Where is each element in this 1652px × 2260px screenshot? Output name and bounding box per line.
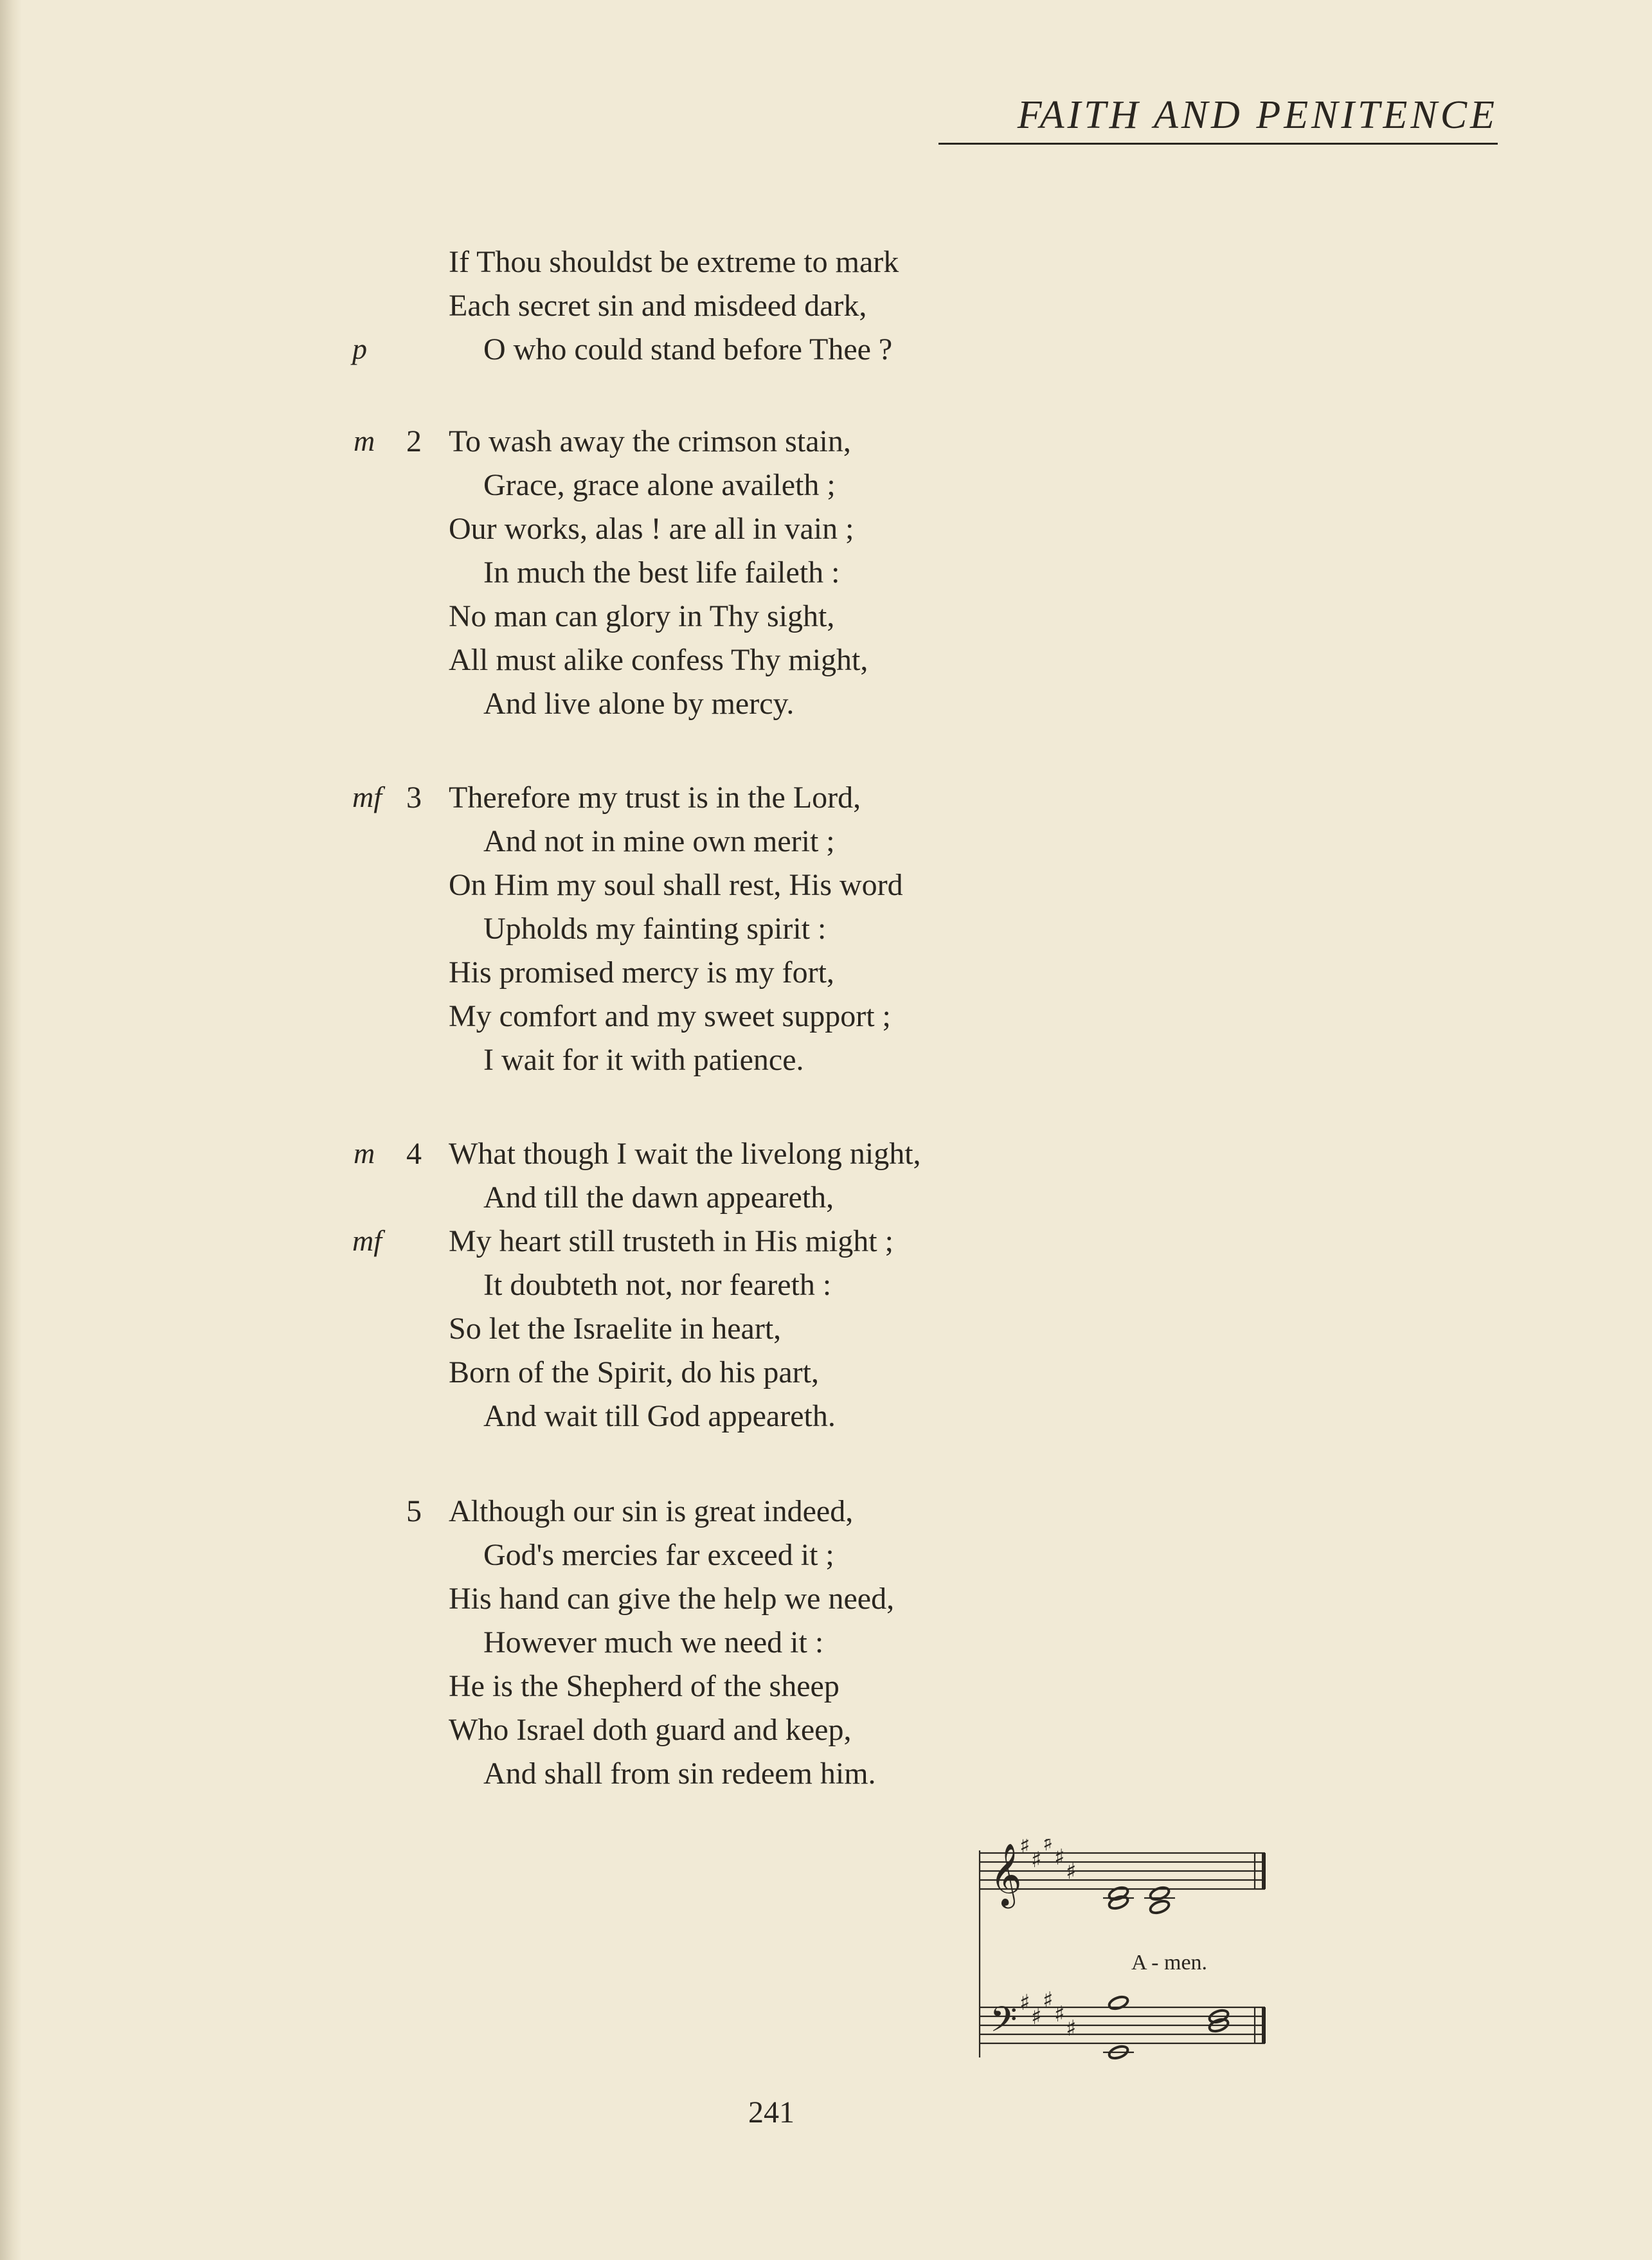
sharp-icon: ♯ <box>1054 1845 1065 1870</box>
verse-number: 3 <box>406 781 422 815</box>
verse-line: Who Israel doth guard and keep, <box>449 1713 852 1747</box>
whole-note <box>1108 1885 1129 1901</box>
verse-line: My comfort and my sweet support ; <box>449 999 891 1033</box>
dynamic-marking: m <box>354 424 375 457</box>
verse-line: Grace, grace alone availeth ; <box>483 468 836 502</box>
verse-line: Therefore my trust is in the Lord, <box>449 781 861 815</box>
page-number: 241 <box>748 2095 795 2129</box>
dynamic-marking: mf <box>352 1224 382 1257</box>
verse-line: Upholds my fainting spirit : <box>483 912 827 946</box>
sharp-icon: ♯ <box>1066 2016 1077 2041</box>
verse-line: I wait for it with patience. <box>483 1043 804 1077</box>
verse-line: And till the dawn appeareth, <box>483 1180 834 1215</box>
verse-number: 2 <box>406 424 422 458</box>
verse-line: Born of the Spirit, do his part, <box>449 1355 819 1389</box>
whole-note <box>1149 1899 1171 1915</box>
verse-line: Although our sin is great indeed, <box>449 1494 854 1528</box>
sharp-icon: ♯ <box>1031 2004 1042 2030</box>
verse-line: On Him my soul shall rest, His word <box>449 868 903 902</box>
verse-line: To wash away the crimson stain, <box>449 424 851 458</box>
verse-line: His promised mercy is my fort, <box>449 955 834 990</box>
sharp-icon: ♯ <box>1031 1847 1042 1873</box>
verse-line: It doubteth not, nor feareth : <box>483 1268 832 1302</box>
verse-line: God's mercies far exceed it ; <box>483 1538 834 1572</box>
whole-note <box>1108 1894 1129 1910</box>
sharp-icon: ♯ <box>1043 1839 1054 1856</box>
running-head: FAITH AND PENITENCE <box>938 95 1498 145</box>
dynamic-marking: m <box>354 1137 375 1170</box>
verse-line: What though I wait the livelong night, <box>449 1137 921 1171</box>
sharp-icon: ♯ <box>1066 1859 1077 1885</box>
verse-line: Our works, alas ! are all in vain ; <box>449 512 854 546</box>
verse-line: Each secret sin and misdeed dark, <box>449 289 867 323</box>
verse-line: O who could stand before Thee ? <box>483 332 893 366</box>
verse-line: His hand can give the help we need, <box>449 1582 895 1616</box>
verse-line: And shall from sin redeem him. <box>483 1757 876 1791</box>
verse-line: In much the best life faileth : <box>483 556 840 590</box>
sharp-icon: ♯ <box>1054 2002 1065 2027</box>
verse-line: So let the Israelite in heart, <box>449 1312 782 1346</box>
verse-line: And not in mine own merit ; <box>483 824 835 858</box>
bass-clef-icon: 𝄢 <box>990 1999 1018 2048</box>
verse-number: 5 <box>406 1494 422 1528</box>
whole-note <box>1108 1994 1129 2011</box>
sharp-icon: ♯ <box>1043 1987 1054 2013</box>
verse-line: And live alone by mercy. <box>483 687 795 721</box>
verse-number: 4 <box>406 1137 422 1171</box>
amen-lyric: A - men. <box>1131 1951 1208 1975</box>
verse-line: He is the Shepherd of the sheep <box>449 1669 839 1703</box>
verse-line: No man can glory in Thy sight, <box>449 599 835 633</box>
amen-score-svg <box>977 1839 1273 2064</box>
sharp-icon: ♯ <box>1019 1990 1030 2016</box>
verse-line: If Thou shouldst be extreme to mark <box>449 245 899 279</box>
treble-clef-icon: 𝄞 <box>990 1843 1022 1906</box>
dynamic-marking: mf <box>352 781 382 813</box>
verse-line: All must alike confess Thy might, <box>449 643 868 677</box>
amen-score <box>977 1839 1273 2064</box>
verse-line: My heart still trusteth in His might ; <box>449 1224 893 1258</box>
dynamic-marking: p <box>352 332 367 365</box>
verse-line: However much we need it : <box>483 1625 824 1659</box>
sharp-icon: ♯ <box>1019 1839 1030 1859</box>
verse-line: And wait till God appeareth. <box>483 1399 836 1433</box>
whole-note <box>1149 1885 1171 1901</box>
